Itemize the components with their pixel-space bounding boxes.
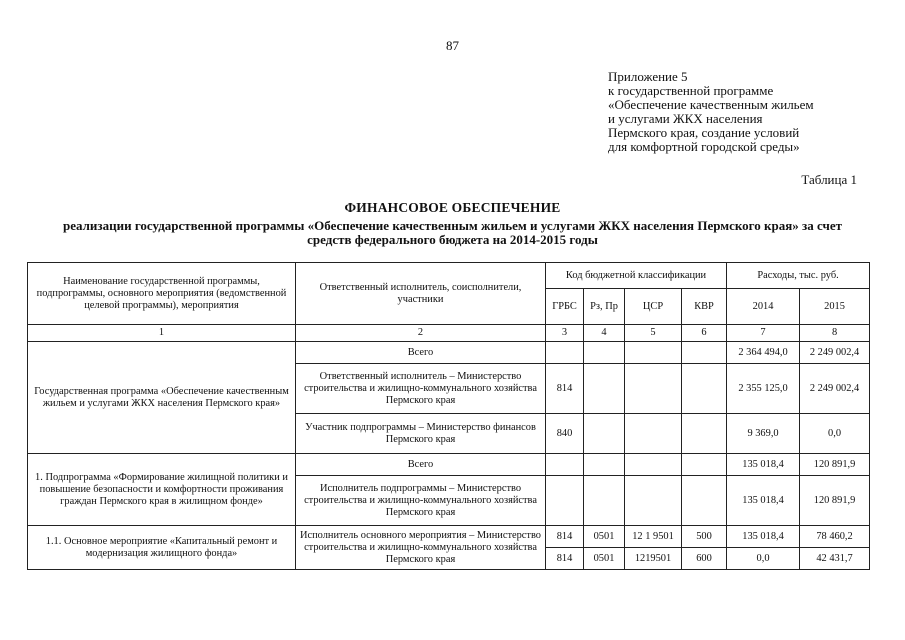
col-number: 6 <box>682 325 727 342</box>
header-kvr: КВР <box>682 289 727 325</box>
header-rz-pr: Рз, Пр <box>584 289 625 325</box>
column-number-row <box>28 325 870 342</box>
value-2014: 0,0 <box>727 548 800 570</box>
executor-cell: Всего <box>296 454 546 476</box>
header-csr: ЦСР <box>625 289 682 325</box>
appendix-line: «Обеспечение качественным жильем <box>608 97 814 112</box>
kvr-cell <box>682 476 727 526</box>
csr-cell: 12 1 9501 <box>625 526 682 548</box>
csr-cell <box>625 342 682 364</box>
grbs-cell <box>546 454 584 476</box>
value-2015: 78 460,2 <box>800 526 870 548</box>
col-number: 4 <box>584 325 625 342</box>
table-label: Таблица 1 <box>801 172 857 187</box>
value-2014: 135 018,4 <box>727 526 800 548</box>
col-number: 3 <box>546 325 584 342</box>
kvr-cell <box>682 454 727 476</box>
csr-cell <box>625 364 682 414</box>
page-number: 87 <box>446 38 459 53</box>
appendix-line: Пермского края, создание условий <box>608 125 800 140</box>
grbs-cell: 814 <box>546 548 584 570</box>
header-budget-code: Код бюджетной классификации <box>546 263 727 289</box>
header-expenses: Расходы, тыс. руб. <box>727 263 870 289</box>
header-name: Наименование государственной программы, подпрограммы, основного мероприятия (ведомственной целевой программы), мероприятия <box>28 263 296 325</box>
rzpr-cell <box>584 414 625 454</box>
appendix-line: Приложение 5 <box>608 69 688 84</box>
col-number: 7 <box>727 325 800 342</box>
appendix-line: для комфортной городской среды» <box>608 139 800 154</box>
col-number: 1 <box>28 325 296 342</box>
csr-cell: 1219501 <box>625 548 682 570</box>
rzpr-cell <box>584 454 625 476</box>
header-2015: 2015 <box>800 289 870 325</box>
header-2014: 2014 <box>727 289 800 325</box>
kvr-cell: 500 <box>682 526 727 548</box>
col-number: 8 <box>800 325 870 342</box>
grbs-cell: 814 <box>546 364 584 414</box>
value-2015: 0,0 <box>800 414 870 454</box>
rzpr-cell <box>584 476 625 526</box>
rzpr-cell: 0501 <box>584 526 625 548</box>
table-row <box>28 454 870 476</box>
kvr-cell: 600 <box>682 548 727 570</box>
value-2015: 42 431,7 <box>800 548 870 570</box>
main-activity-name: 1.1. Основное мероприятие «Капитальный ремонт и модернизация жилищного фонда» <box>28 526 296 570</box>
kvr-cell <box>682 364 727 414</box>
csr-cell <box>625 454 682 476</box>
rzpr-cell: 0501 <box>584 548 625 570</box>
grbs-cell <box>546 342 584 364</box>
executor-cell: Исполнитель основного мероприятия – Министерство строительства и жилищно-коммунального хозяйства Пермского края <box>296 526 546 570</box>
value-2014: 135 018,4 <box>727 454 800 476</box>
value-2015: 2 249 002,4 <box>800 342 870 364</box>
header-grbs: ГРБС <box>546 289 584 325</box>
appendix-line: и услугами ЖКХ населения <box>608 111 763 126</box>
executor-cell: Всего <box>296 342 546 364</box>
subprogram-name: 1. Подпрограмма «Формирование жилищной политики и повышение безопасности и комфортности проживания граждан Пермского края в жилищном фонде» <box>28 454 296 526</box>
value-2014: 9 369,0 <box>727 414 800 454</box>
table-row <box>28 342 870 364</box>
kvr-cell <box>682 342 727 364</box>
col-number: 5 <box>625 325 682 342</box>
executor-cell: Исполнитель подпрограммы – Министерство строительства и жилищно-коммунального хозяйства Пермского края <box>296 476 546 526</box>
program-name: Государственная программа «Обеспечение качественным жильем и услугами ЖКХ населения Пермского края» <box>28 342 296 454</box>
kvr-cell <box>682 414 727 454</box>
value-2014: 2 364 494,0 <box>727 342 800 364</box>
appendix-note <box>608 70 814 154</box>
document-subtitle: реализации государственной программы «Обеспечение качественным жильем и услугами ЖКХ населения Пермского края» за счет средств федерального бюджета на 2014-2015 годы <box>63 218 842 247</box>
col-number: 2 <box>296 325 546 342</box>
financing-table <box>27 262 870 570</box>
csr-cell <box>625 414 682 454</box>
rzpr-cell <box>584 364 625 414</box>
value-2014: 2 355 125,0 <box>727 364 800 414</box>
executor-cell: Ответственный исполнитель – Министерство строительства и жилищно-коммунального хозяйства Пермского края <box>296 364 546 414</box>
value-2015: 2 249 002,4 <box>800 364 870 414</box>
csr-cell <box>625 476 682 526</box>
value-2015: 120 891,9 <box>800 454 870 476</box>
executor-cell: Участник подпрограммы – Министерство финансов Пермского края <box>296 414 546 454</box>
appendix-line: к государственной программе <box>608 83 774 98</box>
header-executor: Ответственный исполнитель, соисполнители, участники <box>296 263 546 325</box>
value-2014: 135 018,4 <box>727 476 800 526</box>
document-title: ФИНАНСОВОЕ ОБЕСПЕЧЕНИЕ <box>344 200 561 215</box>
grbs-cell: 840 <box>546 414 584 454</box>
rzpr-cell <box>584 342 625 364</box>
grbs-cell <box>546 476 584 526</box>
value-2015: 120 891,9 <box>800 476 870 526</box>
table-row <box>28 526 870 548</box>
grbs-cell: 814 <box>546 526 584 548</box>
